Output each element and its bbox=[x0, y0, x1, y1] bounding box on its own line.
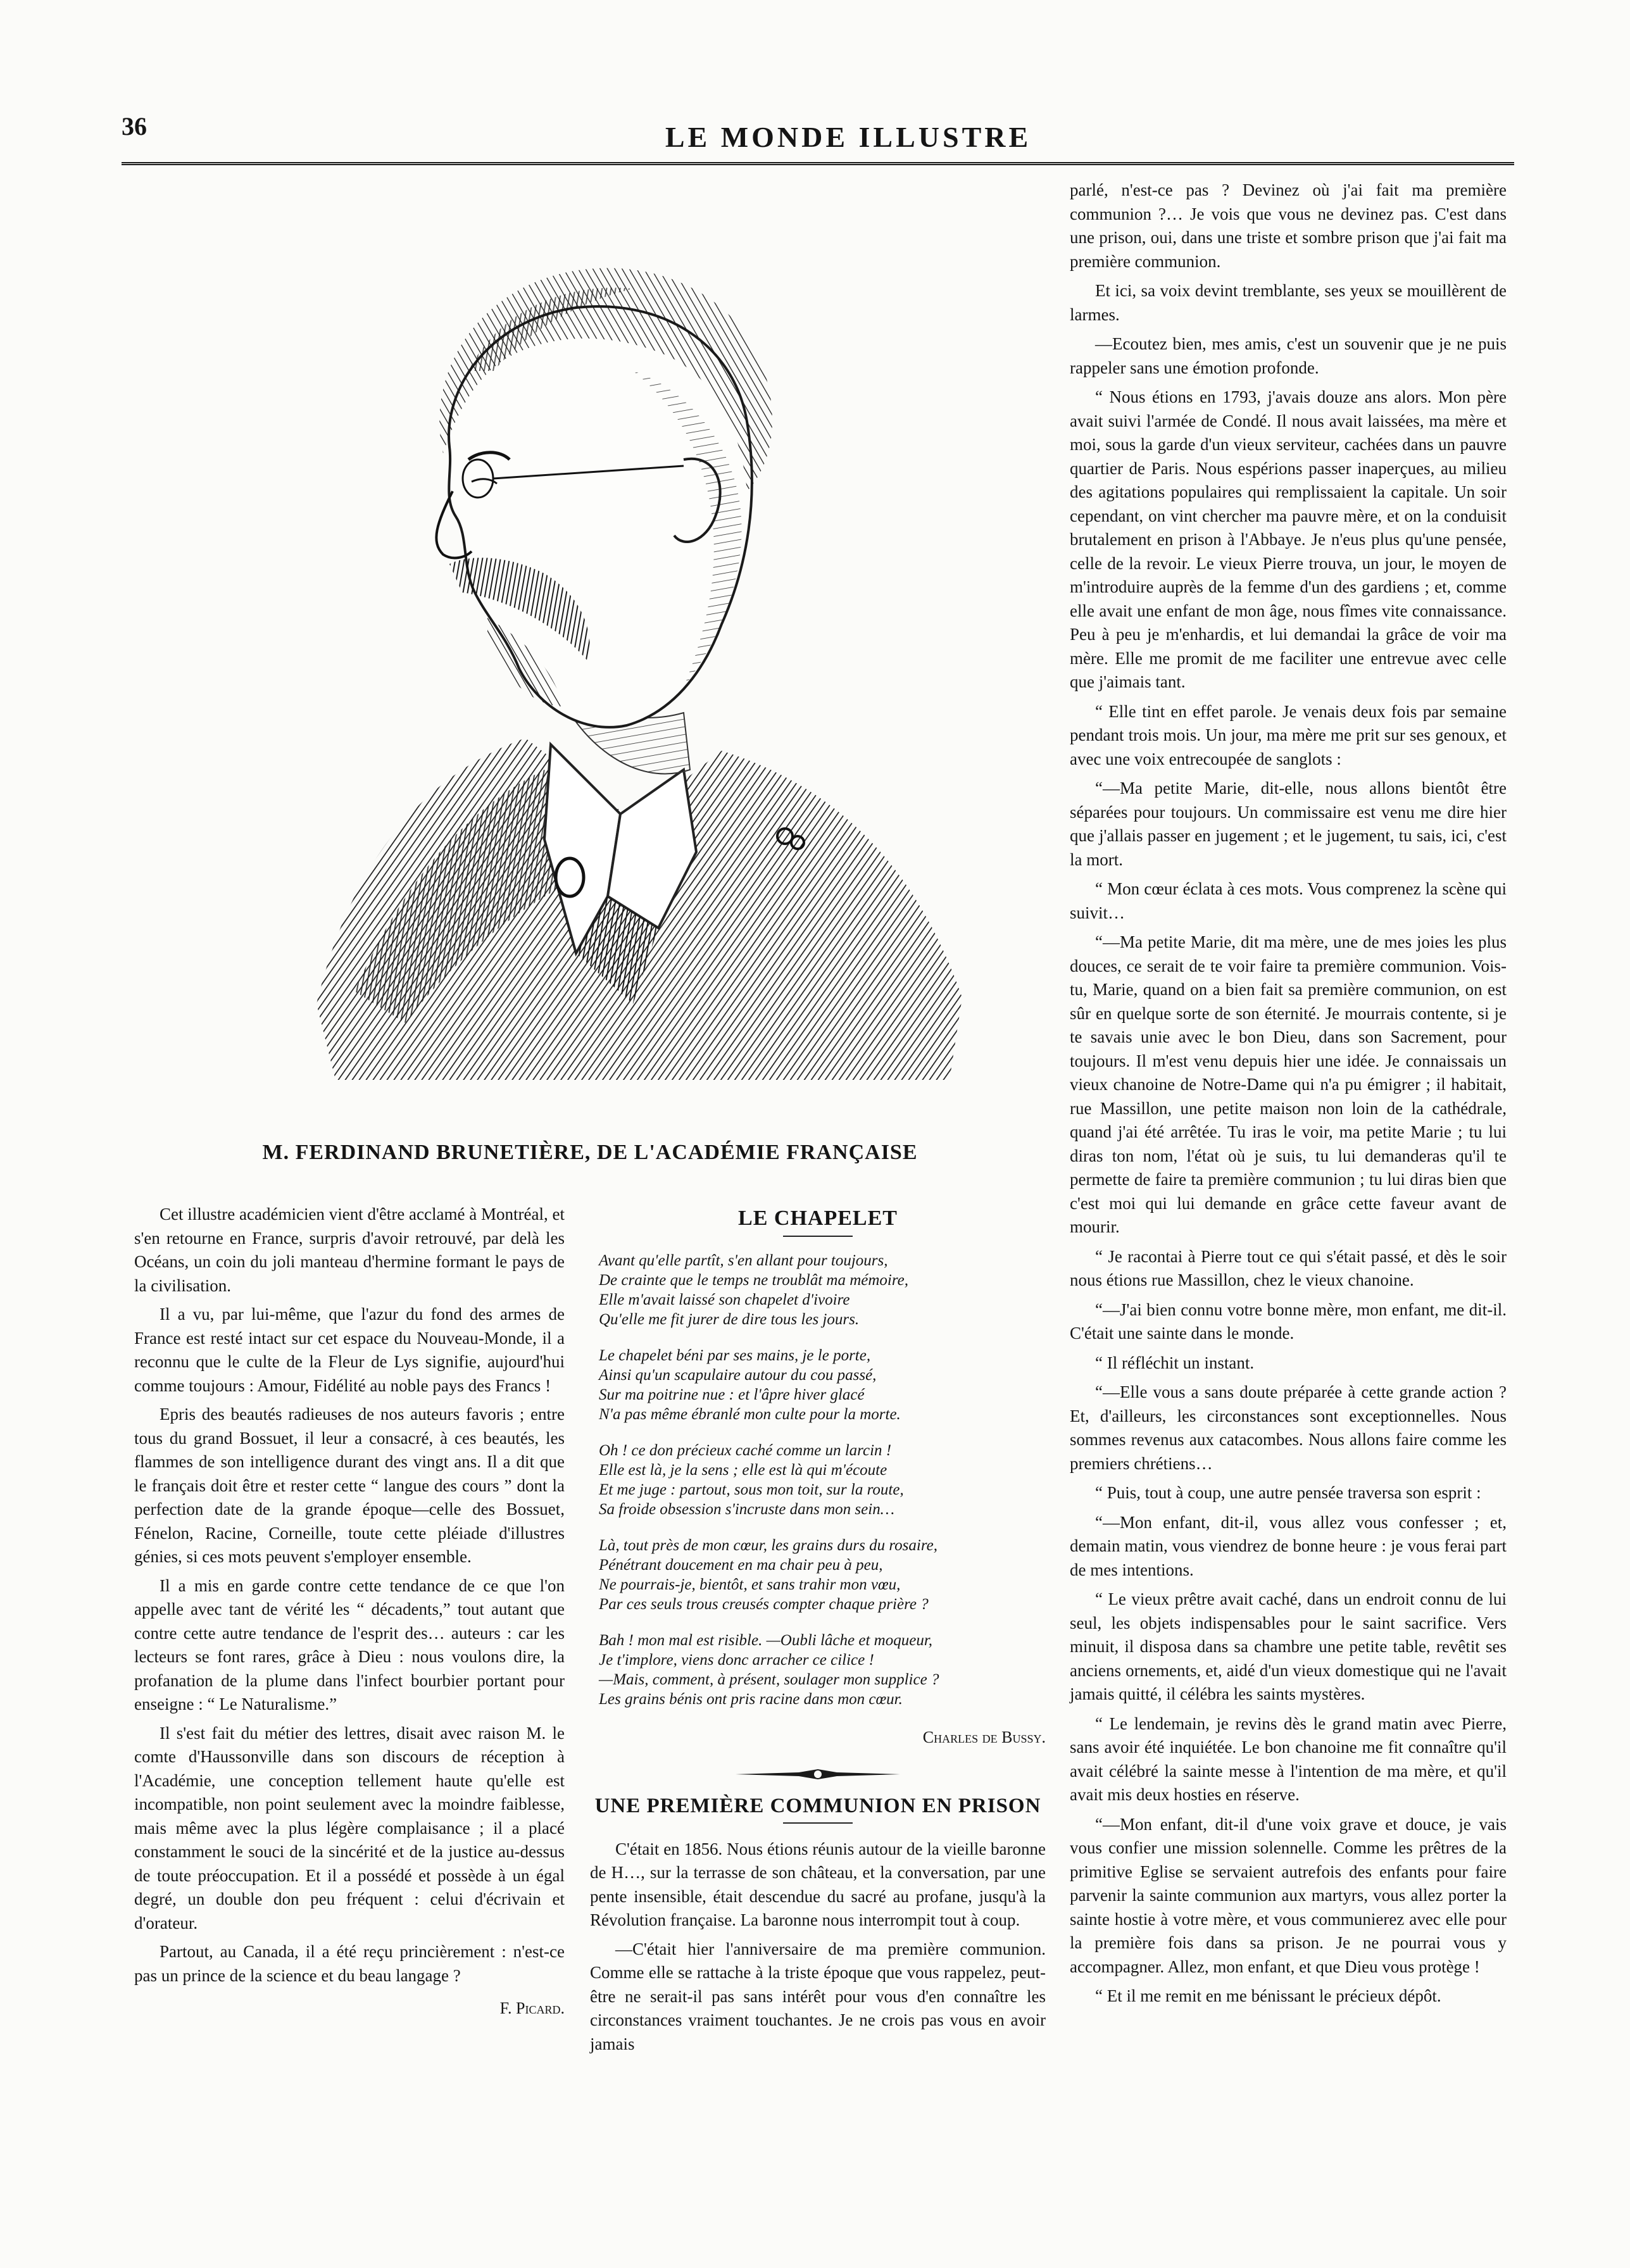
paragraph: C'était en 1856. Nous étions réunis autour de la vieille baronne de H…, sur la terrasse de son château, et la conversation, par une pente insensible, était descendue du sacré au profane, jusqu'à la Révolution française. La baronne nous interrompit tout à coup. bbox=[590, 1839, 1046, 1929]
paragraph: Il s'est fait du métier des lettres, disait avec raison M. le comte d'Haussonville dans son discours de réception à l'Académie, une conception tellement haute qu'elle est incompatible, non point seulement avec la moindre faiblesse, mais même avec la plus légère complaisance ; il a placé constamment le souci de la sincérité et de la justice au-dessus de toute préoccupation. Et il a possédé et possède à un égal degré, un double don peu fréquent : celui d'écrivain et d'orateur. bbox=[134, 1723, 565, 1933]
article-brunetiere bbox=[134, 1203, 565, 2021]
poem-and-story-column bbox=[590, 1203, 1046, 2061]
paragraph: “—Ma petite Marie, dit-elle, nous allons bientôt être séparées pour toujours. Un commissaire est venu me dire hier que j'allais passer en jugement ; et le jugement, tu sais, ici, c'est la mort. bbox=[1070, 779, 1507, 869]
poem-line: Ainsi qu'un scapulaire autour du cou passé, bbox=[599, 1366, 877, 1384]
poem-stanza bbox=[599, 1536, 1046, 1614]
paragraph: “—Mon enfant, dit-il d'une voix grave et douce, je vais vous confier une mission solennelle. Comme les prêtres de la primitive Eglise se servaient autrefois des enfants pour faire parvenir la sainte communion aux martyrs, vous allez porter la sainte hostie à votre mère, et vous communierez avec elle pour la première fois dans sa prison. Je ne pourrai vous y accompagner. Allez, mon enfant, et que Dieu vous protège ! bbox=[1070, 1814, 1507, 1976]
ornament-divider-icon bbox=[736, 1767, 900, 1782]
poem-line: Oh ! ce don précieux caché comme un larcin ! bbox=[599, 1441, 892, 1459]
paragraph: “ Et il me remit en me bénissant le précieux dépôt. bbox=[1095, 1986, 1441, 2005]
title-rule bbox=[783, 1236, 853, 1237]
poem-line: Qu'elle me fit jurer de dire tous les jours. bbox=[599, 1310, 860, 1328]
paragraph: “—Ma petite Marie, dit ma mère, une de mes joies les plus douces, ce serait de te voir faire ta première communion. Vois-tu, Marie, quand on a bien fait sa première communion, on est sûr en quelque sorte de son éternité. Je mourrais contente, si je te savais unie avec le bon Dieu, dans son Sacrement, pour toujours. Il m'est venu depuis hier une idée. Je connaissais un vieux chanoine de Notre-Dame qui n'a pu émigrer ; il habitait, rue Massillon, une petite maison non loin de la cathédrale, quand j'ai été arrêtée. Tu iras le voir, ma petite Marie ; tu lui diras ton nom, l'état où je suis, tu lui demanderas qu'il te permette de faire ta première communion ; tu lui diras bien que c'est moi qui lui demande en grâce cette faveur avant de mourir. bbox=[1070, 932, 1507, 1236]
paragraph: “ Nous étions en 1793, j'avais douze ans alors. Mon père avait suivi l'armée de Condé. Il nous avait laissées, ma mère et moi, sous la garde d'un vieux serviteur, cachées dans un pauvre quartier de Paris. Nous espérions passer inaperçues, au milieu des agitations populaires qui remplissaient la capitale. Un soir cependant, on vint chercher ma pauvre mère, et on la conduisit brutalement en prison à l'Abbaye. Je n'eus plus qu'une pensée, celle de la revoir. Le vieux Pierre trouva, un jour, le moyen de m'introduire auprès de la femme d'un des gardiens ; et, comme elle avait une enfant de mon âge, nous fîmes vite connaissance. Peu à peu je m'enhardis, et lui demandai la grâce de voir ma mère. Elle me promit de me faciliter une entrevue avec celle que j'aimais tant. bbox=[1070, 387, 1507, 691]
paragraph: parlé, n'est-ce pas ? Devinez où j'ai fait ma première communion ?… Je vois que vous ne devinez pas. C'est dans une prison, oui, dans une triste et sombre prison que j'ai fait ma première communion. bbox=[1070, 180, 1507, 271]
paragraph: Epris des beautés radieuses de nos auteurs favoris ; entre tous du grand Bossuet, il leur a consacré, à ces beautés, les flammes de son intelligence durant des vingt ans. Il a dit que le français doit être et rester cette “ langue des cours ” dont la perfection date de la grande époque—celle des Bossuet, Fénelon, Racine, Corneille, toute cette pléiade d'illustres génies, si ces mots peuvent s'employer ensemble. bbox=[134, 1405, 565, 1566]
paragraph: —C'était hier l'anniversaire de ma première communion. Comme elle se rattache à la triste époque que vous rappelez, peut-être ne serait-il pas sans intérêt pour vous d'en connaître les circonstances vraiment touchantes. Je ne crois pas vous en avoir jamais bbox=[590, 1939, 1046, 2053]
paragraph: Et ici, sa voix devint tremblante, ses yeux se mouillèrent de larmes. bbox=[1070, 281, 1507, 324]
poem-line: Elle est là, je la sens ; elle est là qui m'écoute bbox=[599, 1461, 887, 1479]
paragraph: —Ecoutez bien, mes amis, c'est un souvenir que je ne puis rappeler sans une émotion profonde. bbox=[1070, 334, 1507, 377]
poem-line: Je t'implore, viens donc arracher ce cilice ! bbox=[599, 1651, 874, 1669]
title-rule bbox=[783, 1822, 853, 1824]
paragraph: “ Il réfléchit un instant. bbox=[1095, 1353, 1255, 1372]
story-continuation-column bbox=[1070, 179, 1507, 2014]
paragraph: Il a mis en garde contre cette tendance de ce que l'on appelle avec tant de vérité les “ décadents,” tout autant que contre cette autre tendance de l'esprit des… auteurs : car les lecteurs se font rares, grâce à Dieu : nous voulons dire, la profanation de la plume dans l'infect bourbier portant pour enseigne : “ Le Naturalisme.” bbox=[134, 1576, 565, 1714]
poem-line: Bah ! mon mal est risible. —Oubli lâche et moqueur, bbox=[599, 1631, 933, 1649]
poem-signature: Charles de Bussy. bbox=[922, 1727, 1046, 1746]
poem-stanza bbox=[599, 1251, 1046, 1329]
poem-line: —Mais, comment, à présent, soulager mon supplice ? bbox=[599, 1670, 939, 1688]
paragraph: “—Mon enfant, dit-il, vous allez vous confesser ; et, demain matin, vous viendrez de bonne heure : je vous ferai part de mes intentions. bbox=[1070, 1512, 1507, 1579]
poem-line: N'a pas même ébranlé mon culte pour la morte. bbox=[599, 1405, 901, 1423]
poem-line: Le chapelet béni par ses mains, je le porte, bbox=[599, 1346, 871, 1364]
poem-line: De crainte que le temps ne troublât ma mémoire, bbox=[599, 1271, 909, 1289]
paragraph: “ Le vieux prêtre avait caché, dans un endroit connu de lui seul, les objets indispensables pour le saint sacrifice. Vers minuit, il disposa dans sa chambre une petite table, revêtit ses anciens ornements, et, aidé d'un vieux domestique qui ne l'avait jamais quitté, il célébra les saints mystères. bbox=[1070, 1589, 1507, 1703]
poem-line: Là, tout près de mon cœur, les grains durs du rosaire, bbox=[599, 1536, 937, 1554]
article-signature: F. Picard. bbox=[499, 1999, 565, 2017]
portrait-caption: M. FERDINAND BRUNETIÈRE, DE L'ACADÉMIE FRANÇAISE bbox=[262, 1141, 918, 1164]
paragraph: “ Le lendemain, je revins dès le grand matin avec Pierre, sans avoir été inquiétée. Le bon chanoine me fit connaître qu'il avait célébré la sainte messe à l'intention de ma mère, et qu'il avait mis deux hosties en réserve. bbox=[1070, 1714, 1507, 1804]
poem-body bbox=[590, 1251, 1046, 1709]
paragraph: Partout, au Canada, il a été reçu princièrement : n'est-ce pas un prince de la science et du beau langage ? bbox=[134, 1942, 565, 1985]
masthead-title: LE MONDE ILLUSTRE bbox=[665, 121, 1032, 153]
poem-line: Elle m'avait laissé son chapelet d'ivoire bbox=[599, 1291, 850, 1308]
paragraph: “—Elle vous a sans doute préparée à cette grande action ? Et, d'ailleurs, les circonstances sont exceptionnelles. Nous sommes revenus aux catacombes. Nous allons faire comme les premiers chrétiens… bbox=[1070, 1382, 1507, 1473]
poem-line: Et me juge : partout, sous mon toit, sur la route, bbox=[599, 1481, 904, 1498]
poem-title: LE CHAPELET bbox=[738, 1206, 898, 1230]
story-title: UNE PREMIÈRE COMMUNION EN PRISON bbox=[594, 1795, 1041, 1817]
poem-line: Les grains bénis ont pris racine dans mon cœur. bbox=[599, 1690, 903, 1708]
poem-line: Sa froide obsession s'incruste dans mon sein… bbox=[599, 1500, 894, 1518]
paragraph: Cet illustre académicien vient d'être acclamé à Montréal, et s'en retourne en France, surpris d'avoir retrouvé, par delà les Océans, un coin du joli manteau d'hermine formant le pays de la civilisation. bbox=[134, 1205, 565, 1295]
paragraph: “—J'ai bien connu votre bonne mère, mon enfant, me dit-il. C'était une sainte dans le monde. bbox=[1070, 1300, 1507, 1343]
poem-line: Par ces seuls trous creusés compter chaque prière ? bbox=[599, 1595, 929, 1613]
paragraph: “ Mon cœur éclata à ces mots. Vous comprenez la scène qui suivit… bbox=[1070, 879, 1507, 922]
masthead-rule bbox=[122, 162, 1514, 165]
poem-stanza bbox=[599, 1631, 1046, 1709]
paragraph: “ Je racontai à Pierre tout ce qui s'était passé, et dès le soir nous étions rue Massillon, chez le vieux chanoine. bbox=[1070, 1246, 1507, 1289]
poem-line: Pénétrant doucement en ma chair peu à peu, bbox=[599, 1556, 883, 1574]
poem-line: Ne pourrais-je, bientôt, et sans trahir mon vœu, bbox=[599, 1576, 901, 1593]
poem-line: Avant qu'elle partît, s'en allant pour toujours, bbox=[599, 1251, 888, 1269]
poem-stanza bbox=[599, 1441, 1046, 1519]
portrait-engraving bbox=[279, 181, 1000, 1131]
poem-line: Sur ma poitrine nue : et l'âpre hiver glacé bbox=[599, 1386, 865, 1403]
poem-stanza bbox=[599, 1346, 1046, 1424]
paragraph: “ Elle tint en effet parole. Je venais deux fois par semaine pendant trois mois. Un jour, ma mère me prit sur ses genoux, et avec une voix entrecoupée de sanglots : bbox=[1070, 701, 1507, 768]
paragraph: Il a vu, par lui-même, que l'azur du fond des armes de France est resté intact sur cet espace du Nouveau-Monde, il a reconnu que le culte de la Fleur de Lys signifie, aujourd'hui comme toujours : Amour, Fidélité au noble pays des Francs ! bbox=[134, 1305, 565, 1395]
paragraph: “ Puis, tout à coup, une autre pensée traversa son esprit : bbox=[1095, 1483, 1481, 1502]
page-number: 36 bbox=[122, 112, 147, 141]
